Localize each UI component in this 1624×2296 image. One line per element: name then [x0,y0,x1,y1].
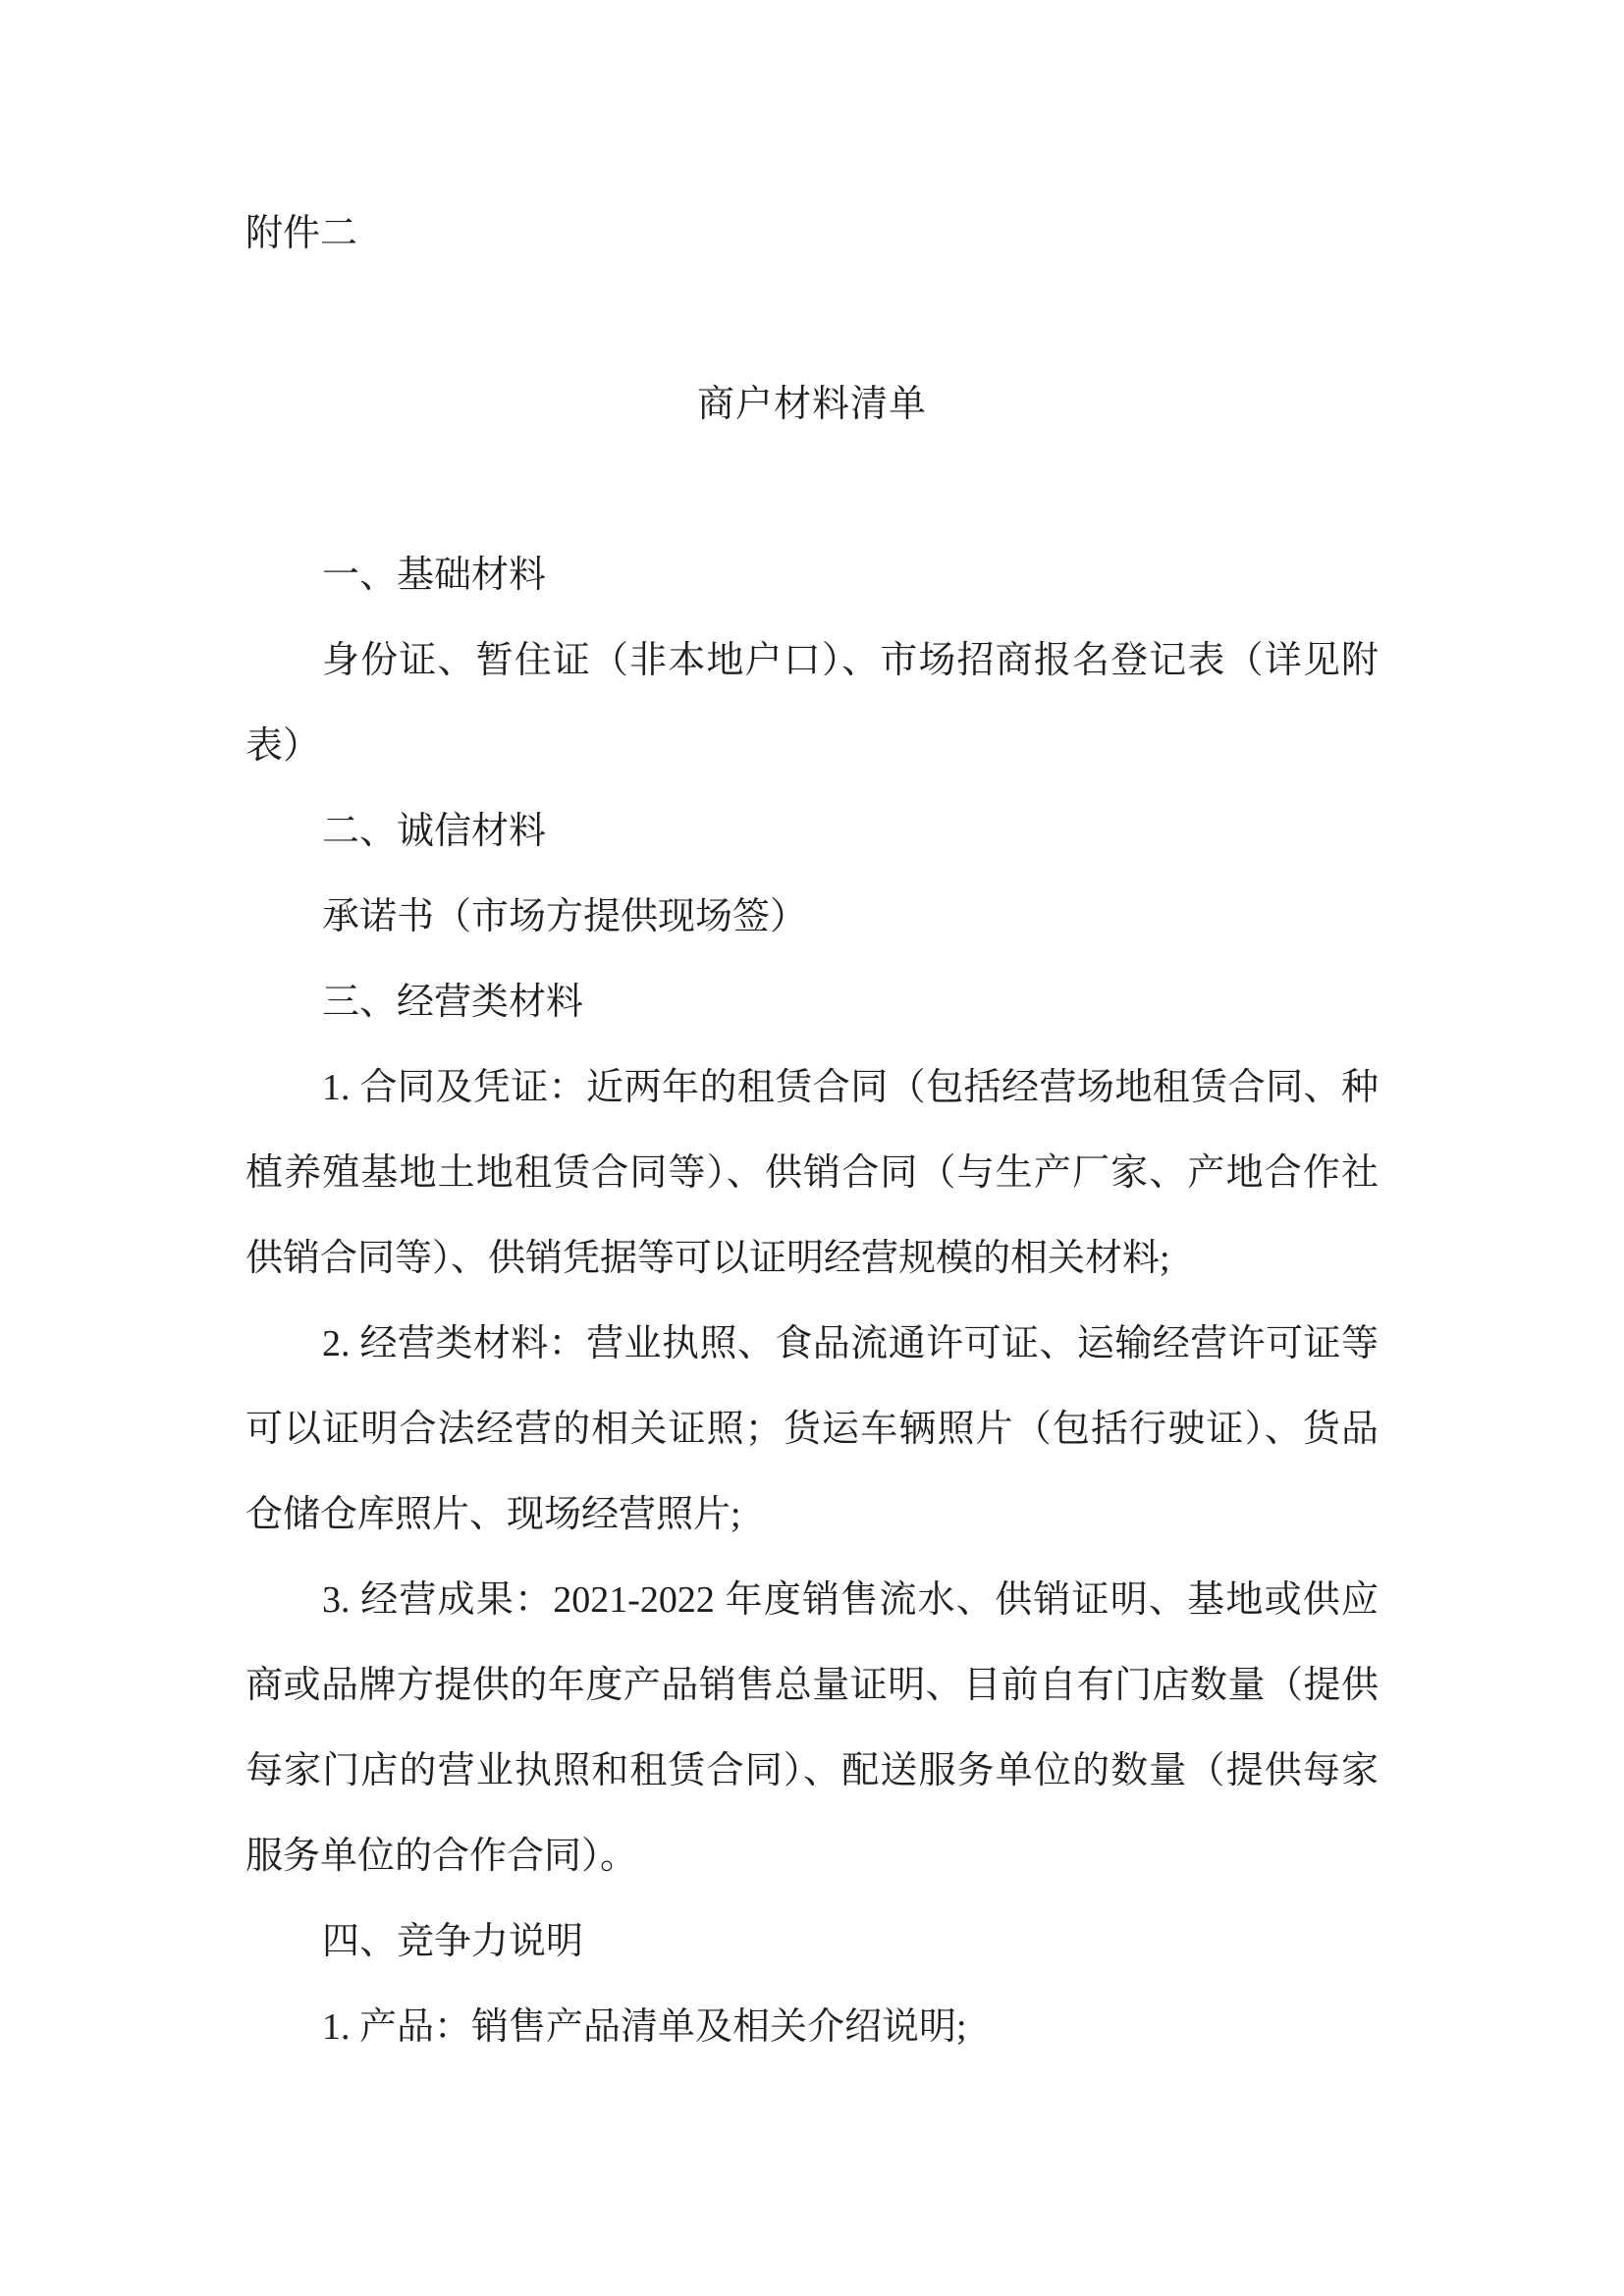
section-heading-basic-materials: 一、基础材料 [322,555,547,596]
body-line: 仓储仓库照片、现场经营照片; [245,1494,741,1535]
section-heading-business-materials: 三、经营类材料 [322,982,584,1023]
body-line: 商或品牌方提供的年度产品销售总量证明、目前自有门店数量（提供 [245,1665,1379,1706]
body-line: 可以证明合法经营的相关证照；货运车辆照片（包括行驶证）、货品 [245,1409,1379,1450]
blank-line [245,448,1379,533]
body-line: 服务单位的合作合同）。 [245,1836,638,1877]
body-line: 2. 经营类材料：营业执照、食品流通许可证、运输经营许可证等 [322,1323,1379,1364]
body-line: 承诺书（市场方提供现场签） [322,896,808,937]
section-heading-competitiveness: 四、竞争力说明 [322,1921,584,1962]
body-line: 植养殖基地土地租赁合同等）、供销合同（与生产厂家、产地合作社 [245,1152,1379,1194]
blank-line [245,277,1379,362]
attachment-label: 附件二 [245,213,358,254]
document-title: 商户材料清单 [696,384,927,425]
body-line: 1. 产品：销售产品清单及相关介绍说明; [322,2006,967,2048]
body-line: 每家门店的营业执照和租赁合同）、配送服务单位的数量（提供每家 [245,1750,1379,1791]
body-line: 供销合同等）、供销凭据等可以证明经营规模的相关材料; [245,1238,1170,1279]
document-content [245,191,1379,2070]
body-line: 3. 经营成果：2021-2022 年度销售流水、供销证明、基地或供应 [322,1579,1379,1621]
body-line: 身份证、暂住证（非本地户口）、市场招商报名登记表（详见附 [322,640,1379,681]
body-line: 1. 合同及凭证：近两年的租赁合同（包括经营场地租赁合同、种 [322,1067,1379,1108]
body-line: 表） [245,725,321,767]
section-heading-integrity-materials: 二、诚信材料 [322,811,547,852]
